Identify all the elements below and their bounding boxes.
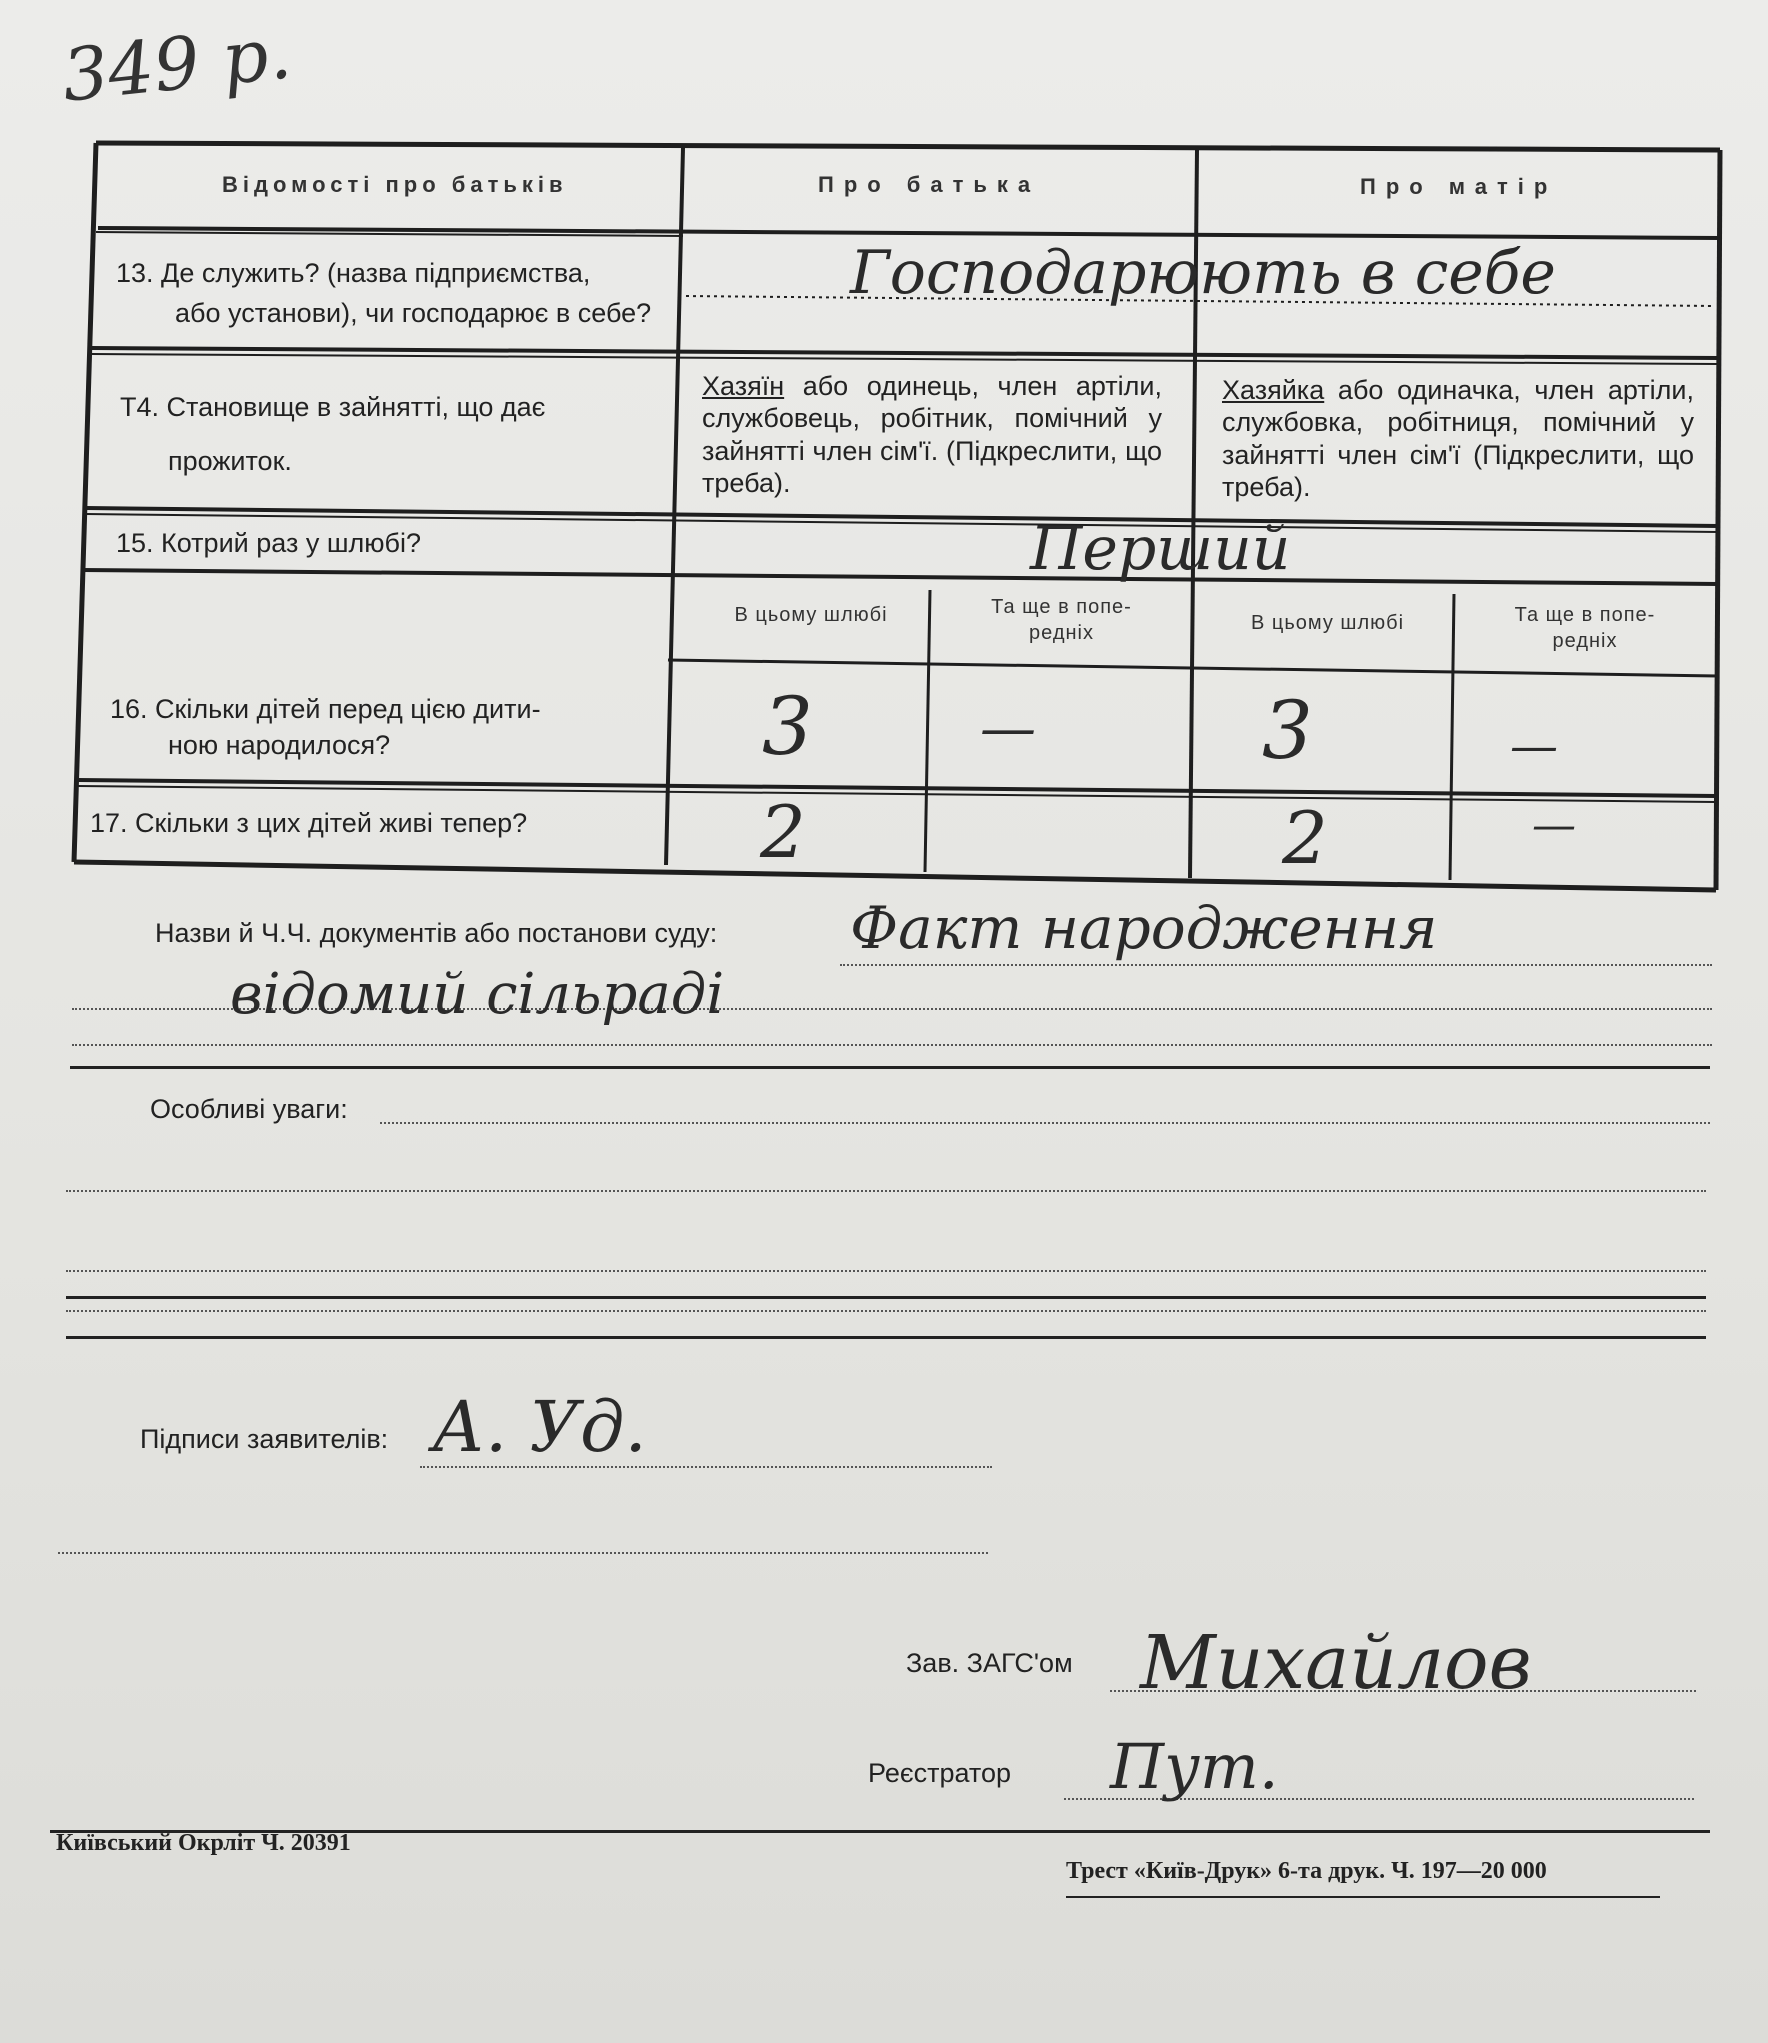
q14-label-line2: прожиток.	[168, 446, 292, 476]
subheader-father-prev-line1: Та ще в попе-	[991, 596, 1132, 618]
documents-label: Назви й Ч.Ч. документів або постанови суду:	[155, 918, 718, 948]
head-label: Зав. ЗАГС'ом	[906, 1648, 1073, 1678]
q15-answer: Перший	[1030, 514, 1291, 584]
applicants-signature: А. Уд.	[432, 1386, 647, 1468]
documents-line-1	[840, 964, 1712, 966]
head-signature: Михайлов	[1140, 1620, 1532, 1706]
applicants-line-2	[58, 1552, 988, 1554]
q16-father-prev: —	[980, 696, 1036, 761]
remarks-label: Особливі уваги:	[150, 1094, 348, 1124]
subheader-father-this: В цьому шлюбі	[734, 604, 888, 626]
remarks-line-3	[66, 1270, 1706, 1272]
footer-right-rule	[1066, 1896, 1660, 1898]
q16-label-line2: ною народилося?	[168, 730, 391, 760]
remarks-separator	[66, 1296, 1706, 1299]
q14-father-options	[702, 370, 1162, 500]
q17-mother-prev: —	[1532, 800, 1576, 851]
documents-line-3	[72, 1044, 1712, 1046]
remarks-line-1	[380, 1122, 1710, 1124]
subheader-mother-prev-line2: редніх	[1552, 630, 1618, 652]
documents-value-line2: відомий сільраді	[230, 962, 725, 1027]
registrar-label: Реєстратор	[868, 1758, 1012, 1788]
footer-left: Київський Окрліт Ч. 20391	[56, 1830, 351, 1856]
documents-separator	[70, 1066, 1710, 1069]
subheader-mother-prev-line1: Та ще в попе-	[1514, 604, 1656, 626]
subheader-father-prev	[934, 594, 1189, 646]
q17-label: 17. Скільки з цих дітей живі тепер?	[90, 808, 528, 838]
header-about-mother: Про матір	[1360, 174, 1558, 199]
q14-label-line1: Т4. Становище в зайнятті, що дає	[120, 392, 546, 422]
q16-label-line1: 16. Скільки дітей перед цією дити-	[110, 694, 541, 724]
q14-father-rest: або одинець, член артіли, службовець, робітник, помічний у зайнятті член сім'ї. (Підкреслити, що треба).	[702, 371, 1162, 499]
q17-mother-this: 2	[1282, 796, 1328, 880]
header-about-father: Про батька	[818, 172, 1041, 197]
q16-father-this: 3	[762, 680, 813, 773]
documents-value-line1: Факт народження	[850, 894, 1438, 962]
remarks-separator-2	[66, 1336, 1706, 1339]
footer-right: Трест «Київ-Друк» 6-та друк. Ч. 197—20 000	[1066, 1858, 1547, 1884]
remarks-line-2	[66, 1190, 1706, 1192]
header-parents-info: Відомості про батьків	[222, 172, 568, 197]
q16-mother-this: 3	[1262, 684, 1313, 777]
q17-father-this: 2	[760, 790, 806, 874]
q15-label: 15. Котрий раз у шлюбі?	[116, 528, 421, 558]
q13-label-line2: або установи), чи господарює в себе?	[175, 298, 652, 328]
q14-mother-selected: Хазяйка	[1222, 375, 1325, 405]
q14-mother-options	[1222, 374, 1694, 504]
subheader-mother-prev	[1460, 602, 1710, 654]
q14-father-selected: Хазяїн	[702, 371, 785, 401]
q14-mother-rest: або одиначка, член артіли, службовка, робітниця, помічний у зайнятті член сім'ї (Підкреслити, що треба).	[1222, 375, 1694, 503]
subheader-father-prev-line2: редніх	[1029, 622, 1094, 644]
applicants-label: Підписи заявителів:	[140, 1424, 389, 1454]
q16-mother-prev: —	[1510, 718, 1558, 774]
subheader-mother-this: В цьому шлюбі	[1250, 612, 1405, 634]
remarks-line-4	[66, 1310, 1706, 1312]
q13-label-line1: 13. Де служить? (назва підприємства,	[116, 258, 591, 288]
registrar-signature: Пут.	[1110, 1730, 1279, 1803]
q13-answer: Господарюють в себе	[850, 238, 1556, 308]
corner-note: 349 р.	[58, 10, 296, 118]
